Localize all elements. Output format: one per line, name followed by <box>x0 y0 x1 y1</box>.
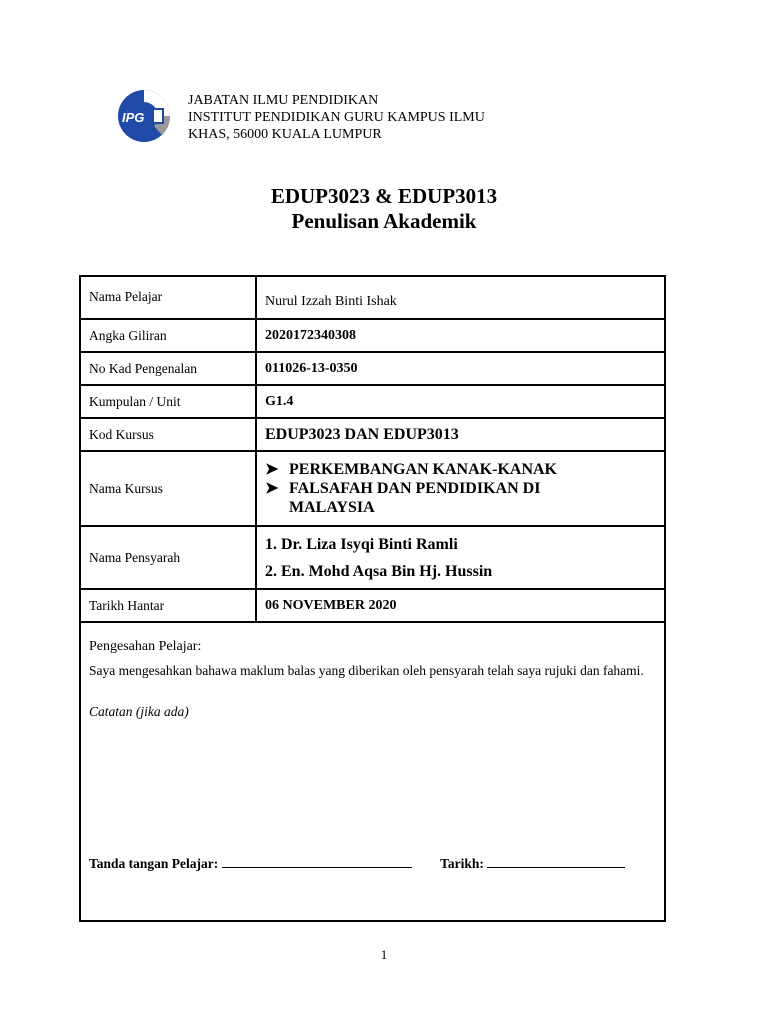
signature-row <box>89 855 625 872</box>
table-row <box>80 418 665 451</box>
confirmation-title: Pengesahan Pelajar: <box>89 639 202 654</box>
course-code-value: EDUP3023 DAN EDUP3013 <box>256 418 665 451</box>
confirmation-text: Saya mengesahkan bahawa maklum balas yang diberikan oleh pensyarah telah saya rujuki dan fahami. <box>89 663 644 678</box>
institution-line: JABATAN ILMU PENDIDIKAN <box>188 93 379 108</box>
note-label: Catatan (jika ada) <box>89 704 189 719</box>
list-item: ➤ FALSAFAH DAN PENDIDIKAN DI MALAYSIA <box>265 480 541 516</box>
table-row <box>80 589 665 622</box>
table-row <box>80 622 665 921</box>
table-row <box>80 276 665 319</box>
row-label: Tarikh Hantar <box>80 589 256 622</box>
row-label: Nama Pensyarah <box>80 526 256 589</box>
row-label: Kod Kursus <box>80 418 256 451</box>
student-info-table <box>79 275 666 922</box>
table-row <box>80 352 665 385</box>
student-name-value: Nurul Izzah Binti Ishak <box>256 276 665 319</box>
date-line <box>487 855 625 868</box>
document-header <box>114 86 594 146</box>
course-codes-title: EDUP3023 & EDUP3013 <box>270 184 498 208</box>
table-row <box>80 319 665 352</box>
institution-line: KHAS, 56000 KUALA LUMPUR <box>188 127 382 142</box>
lecturer-names-value <box>256 526 665 589</box>
arrow-bullet-icon: ➤ <box>265 480 279 497</box>
ipg-logo <box>114 86 180 146</box>
student-confirmation-section <box>80 622 665 921</box>
table-row <box>80 385 665 418</box>
submission-date-value: 06 NOVEMBER 2020 <box>256 589 665 622</box>
arrow-bullet-icon: ➤ <box>265 461 279 478</box>
page-number: 1 <box>380 947 388 962</box>
row-label: Nama Pelajar <box>80 276 256 319</box>
table-row <box>80 451 665 526</box>
table-row <box>80 526 665 589</box>
row-label: Kumpulan / Unit <box>80 385 256 418</box>
row-label: No Kad Pengenalan <box>80 352 256 385</box>
date-label: Tarikh: <box>440 856 484 871</box>
signature-line <box>222 855 412 868</box>
svg-text:IPG: IPG <box>122 110 145 125</box>
ic-number-value: 011026-13-0350 <box>256 352 665 385</box>
course-name-value <box>256 451 665 526</box>
lecturer-name: 2. En. Mohd Aqsa Bin Hj. Hussin <box>265 562 493 580</box>
assignment-title: Penulisan Akademik <box>291 209 477 233</box>
institution-line: INSTITUT PENDIDIKAN GURU KAMPUS ILMU <box>188 110 485 125</box>
document-title <box>0 184 768 234</box>
lecturer-name: 1. Dr. Liza Isyqi Binti Ramli <box>265 535 458 553</box>
group-unit-value: G1.4 <box>256 385 665 418</box>
signature-label: Tanda tangan Pelajar: <box>89 856 219 871</box>
row-label: Nama Kursus <box>80 451 256 526</box>
row-label: Angka Giliran <box>80 319 256 352</box>
index-number-value: 2020172340308 <box>256 319 665 352</box>
institution-name <box>188 92 485 143</box>
list-item: ➤ PERKEMBANGAN KANAK-KANAK <box>265 461 557 478</box>
